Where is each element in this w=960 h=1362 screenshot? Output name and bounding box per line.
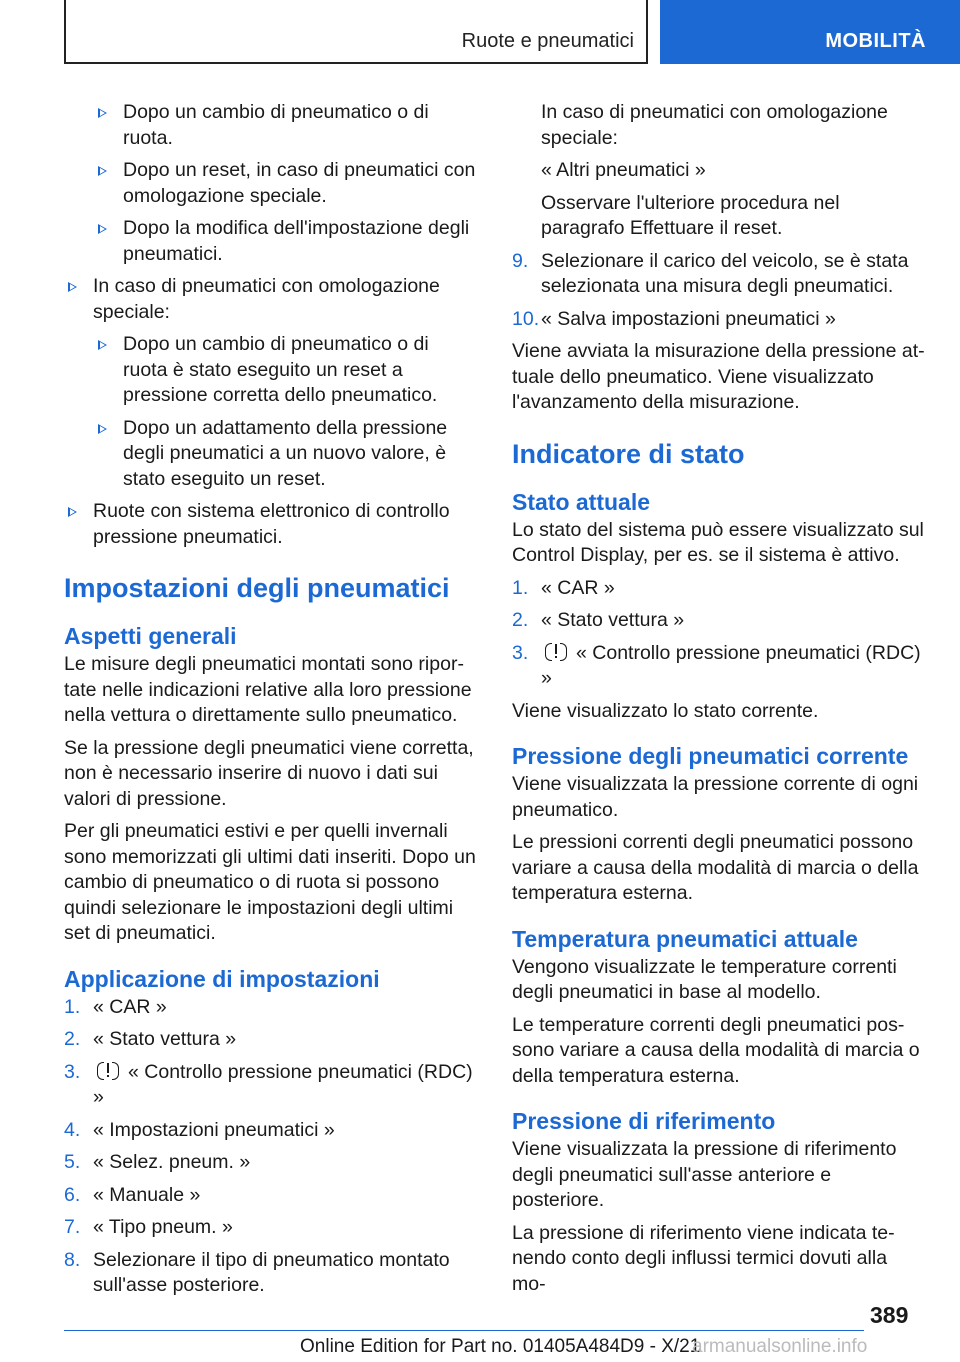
paragraph: Lo stato del sistema può essere visualizzato sul Control Display, per es. se il sistema è attivo. <box>512 518 924 566</box>
step-item: 7. « Tipo pneum. » <box>64 1216 233 1238</box>
heading-pressione-riferimento: Pressione di riferimento <box>512 1108 776 1134</box>
paragraph: Viene avviata la misurazione della pressione attuale dello pneumatico. Viene visualizzato l'avanzamento della misurazione. <box>512 340 925 413</box>
step-item: 4. « Impostazioni pneumatici » <box>64 1118 335 1141</box>
heading-stato-attuale: Stato attuale <box>512 488 651 515</box>
heading-aspetti-generali: Aspetti generali <box>64 623 237 649</box>
triangle-bullet-icon <box>98 424 107 434</box>
bullet-item: Dopo un cambio di pneumatico o di ruota. <box>64 100 478 151</box>
paragraph: Viene visualizzato lo stato corrente. <box>512 699 819 722</box>
step-continuation: « Altri pneumatici » <box>541 159 706 181</box>
step-continuation: Osservare l'ulteriore procedura nel paragrafo Effettuare il reset. <box>541 191 840 239</box>
heading-pressione-corrente: Pressione degli pneumatici corrente <box>512 743 909 769</box>
paragraph: Le temperature correnti degli pneumatici possono variare a causa della modalità di marcia o della temperatura esterna. <box>512 1013 920 1087</box>
step-item: 2. « Stato vettura » <box>512 609 685 631</box>
step-item: 3. « Controllo pressione pneumatici (RDC) » <box>512 641 921 689</box>
tire-pressure-warning-icon <box>545 642 567 662</box>
watermark: armanualsonline.info <box>692 1336 868 1357</box>
triangle-bullet-icon <box>98 166 107 176</box>
header-chapter-title: MOBILITÀ <box>825 30 926 52</box>
triangle-bullet-icon <box>98 108 107 118</box>
heading-impostazioni: Impostazioni degli pneumatici <box>64 573 450 603</box>
step-item: 3. « Controllo pressione pneumatici (RDC) » <box>64 1060 473 1108</box>
step-item: 9. Selezionare il carico del veicolo, se è stata selezionata una misura degli pneumatici. <box>512 249 909 297</box>
header-section-box <box>64 0 648 64</box>
bullet-item: Dopo la modifica dell'impostazione degli pneumatici. <box>64 216 478 267</box>
heading-indicatore: Indicatore di stato <box>512 438 745 469</box>
paragraph: Le pressioni correnti degli pneumatici possono variare a causa della modalità di marcia o della temperatura esterna. <box>512 831 919 904</box>
bullet-item: In caso di pneumatici con omologazione speciale: <box>64 274 478 325</box>
triangle-bullet-icon <box>68 282 77 292</box>
heading-applicazione: Applicazione di impostazioni <box>64 965 380 992</box>
paragraph: Per gli pneumatici estivi e per quelli invernali sono memorizzati gli ultimi dati inseriti. Dopo un cambio di pneumatico o di ruota si possono quindi selezionare le impostazioni degli ultimi set di pneumatici. <box>64 820 476 944</box>
step-item: 6. « Manuale » <box>64 1183 201 1206</box>
paragraph: Se la pressione degli pneumatici viene corretta, non è necessario inserire di nuovo i dati sui valori di pressione. <box>64 736 474 810</box>
paragraph: Viene visualizzata la pressione corrente di ogni pneumatico. <box>512 773 919 821</box>
footer-divider <box>64 1330 864 1331</box>
step-item: 1. « CAR » <box>64 995 167 1018</box>
bullet-item: Dopo un cambio di pneumatico o di ruota è stato eseguito un reset a pressione corretta dello pneumatico. <box>64 332 478 409</box>
bullet-item: Dopo un reset, in caso di pneumatici con omologazione speciale. <box>64 158 478 209</box>
step-item: 5. « Selez. pneum. » <box>64 1151 251 1173</box>
page-number: 389 <box>870 1302 909 1328</box>
heading-temperatura: Temperatura pneumatici attuale <box>512 925 858 952</box>
step-item: 2. « Stato vettura » <box>64 1028 237 1050</box>
bullet-item: Ruote con sistema elettronico di controllo pressione pneumatici. <box>64 499 478 550</box>
left-column <box>64 100 478 1306</box>
step-item: 1. « CAR » <box>512 576 615 599</box>
triangle-bullet-icon <box>98 224 107 234</box>
paragraph: Viene visualizzata la pressione di riferimento degli pneumatici sull'asse anteriore e posteriore. <box>512 1138 897 1211</box>
header-section-title: Ruote e pneumatici <box>461 30 634 52</box>
paragraph: Vengono visualizzate le temperature correnti degli pneumatici in base al modello. <box>512 955 897 1003</box>
bullet-item: Dopo un adattamento della pressione degli pneumatici a un nuovo valore, è stato eseguito un reset. <box>64 416 478 493</box>
step-item: 8. Selezionare il tipo di pneumatico montato sull'asse posteriore. <box>64 1248 450 1296</box>
paragraph: La pressione di riferimento viene indicata tenendo conto degli influssi termici dovuti alla mo- <box>512 1221 895 1295</box>
right-column <box>512 100 926 1304</box>
tire-pressure-warning-icon <box>97 1061 119 1081</box>
triangle-bullet-icon <box>98 340 107 350</box>
paragraph: Le misure degli pneumatici montati sono riportate nelle indicazioni relative alla loro pressione nella vettura o direttamente sullo pneumatico. <box>64 653 472 726</box>
footer-edition: Online Edition for Part no. 01405A484D9 - X/21 <box>300 1336 701 1357</box>
triangle-bullet-icon <box>68 507 77 517</box>
step-item: 10. « Salva impostazioni pneumatici » <box>512 307 836 330</box>
header-chapter-box <box>660 0 960 64</box>
step-continuation: In caso di pneumatici con omologazione speciale: <box>541 101 888 149</box>
